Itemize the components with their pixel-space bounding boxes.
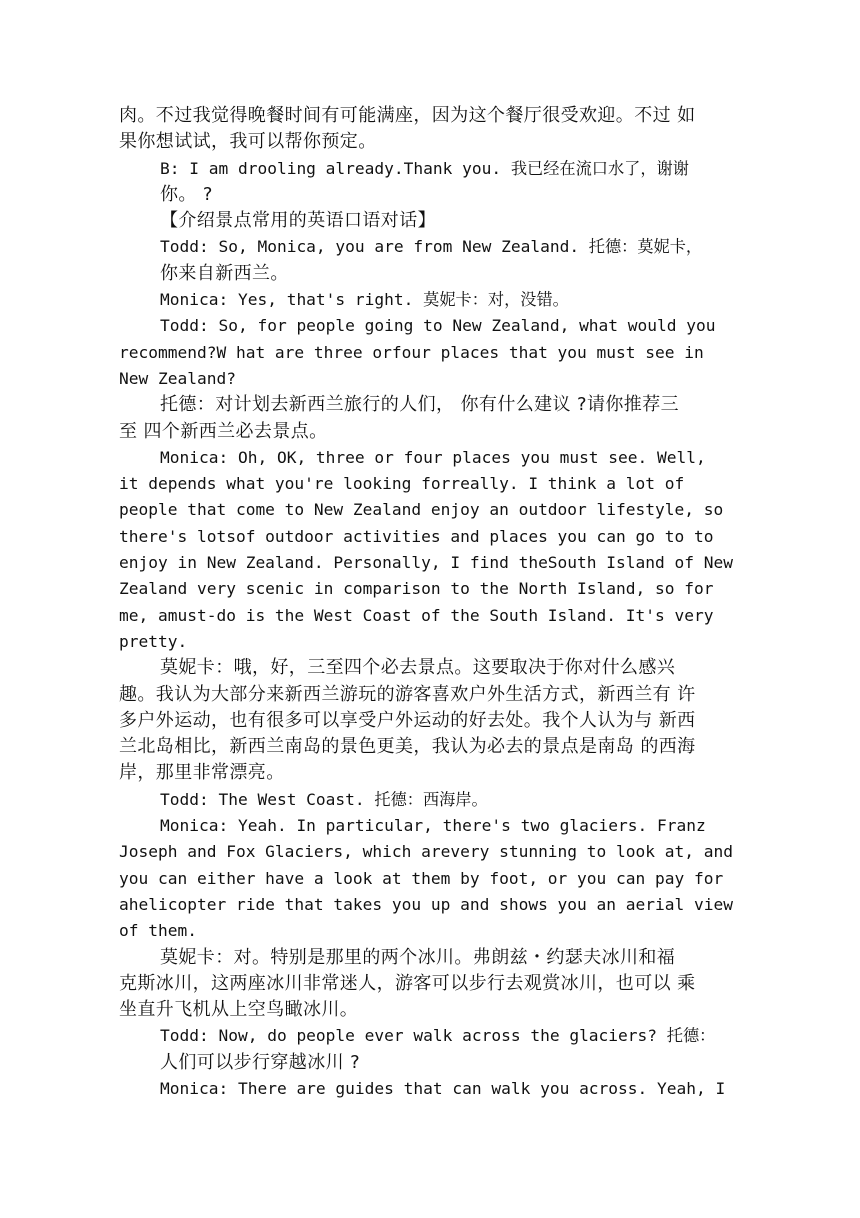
text-line: Monica: Yes, that's right. 莫妮卡：对，没错。: [160, 290, 569, 310]
text-line: Monica: There are guides that can walk you across. Yeah, I: [160, 1078, 726, 1098]
text-line: 趣。我认为大部分来新西兰游玩的游客喜欢户外生活方式，新西兰有 许: [119, 683, 696, 705]
text-line: of them.: [119, 921, 197, 941]
text-line: 克斯冰川，这两座冰川非常迷人，游客可以步行去观赏冰川，也可以 乘: [119, 972, 696, 994]
text-line: Todd: So, Monica, you are from New Zealand. 托德：莫妮卡，: [160, 237, 703, 257]
text-line: Joseph and Fox Glaciers, which arevery stunning to look at, and: [119, 842, 733, 862]
text-line: 兰北岛相比，新西兰南岛的景色更美，我认为必去的景点是南岛 的西海: [119, 736, 696, 758]
section-heading: 【介绍景点常用的英语口语对话】: [160, 210, 436, 232]
text-line: 坐直升飞机从上空鸟瞰冰川。: [119, 999, 359, 1021]
text-line: people that come to New Zealand enjoy an outdoor lifestyle, so: [119, 500, 724, 520]
text-line: Todd: Now, do people ever walk across the glaciers? 托德：: [160, 1026, 716, 1046]
text-line: Todd: So, for people going to New Zealand, what would you: [160, 316, 716, 336]
text-line: 莫妮卡：哦，好，三至四个必去景点。这要取决于你对什么感兴: [160, 657, 676, 679]
text-line: pretty.: [119, 631, 188, 651]
text-line: 至 四个新西兰必去景点。: [119, 420, 328, 442]
text-line: Monica: Oh, OK, three or four places you must see. Well,: [160, 447, 706, 467]
text-line: 多户外运动，也有很多可以享受户外运动的好去处。我个人认为与 新西: [119, 709, 696, 731]
text-line: enjoy in New Zealand. Personally, I find theSouth Island of New: [119, 553, 733, 573]
text-line: 你来自新西兰。: [160, 262, 289, 284]
text-line: Todd: The West Coast. 托德：西海岸。: [160, 789, 488, 809]
text-line: 肉。不过我觉得晚餐时间有可能满座，因为这个餐厅很受欢迎。不过 如: [119, 105, 696, 126]
text-line: 果你想试试，我可以帮你预定。: [119, 131, 377, 153]
text-line: 莫妮卡：对。特别是那里的两个冰川。弗朗兹・约瑟夫冰川和福: [160, 946, 676, 968]
text-line: me, amust-do is the West Coast of the South Island. It's very: [119, 605, 714, 625]
text-line: there's lotsof outdoor activities and places you can go to to: [119, 526, 714, 546]
text-line: 岸，那里非常漂亮。: [119, 762, 285, 784]
text-line: ahelicopter ride that takes you up and shows you an aerial view: [119, 894, 733, 914]
text-line: New Zealand?: [119, 368, 236, 388]
text-line: 你。 ?: [160, 183, 213, 205]
document-body: [119, 103, 749, 1102]
text-line: you can either have a look at them by foot, or you can pay for: [119, 868, 724, 888]
text-line: it depends what you're looking forreally. I think a lot of: [119, 474, 685, 494]
text-line: B: I am drooling already.Thank you. 我已经在流口水了，谢谢: [160, 158, 689, 178]
text-line: recommend?W hat are three orfour places that you must see in: [119, 342, 704, 362]
text-line: 托德：对计划去新西兰旅行的人们， 你有什么建议 ?请你推荐三: [160, 394, 679, 416]
text-line: Monica: Yeah. In particular, there's two glaciers. Franz: [160, 816, 706, 836]
text-line: 人们可以步行穿越冰川 ?: [160, 1051, 361, 1073]
text-line: Zealand very scenic in comparison to the North Island, so for: [119, 579, 714, 599]
